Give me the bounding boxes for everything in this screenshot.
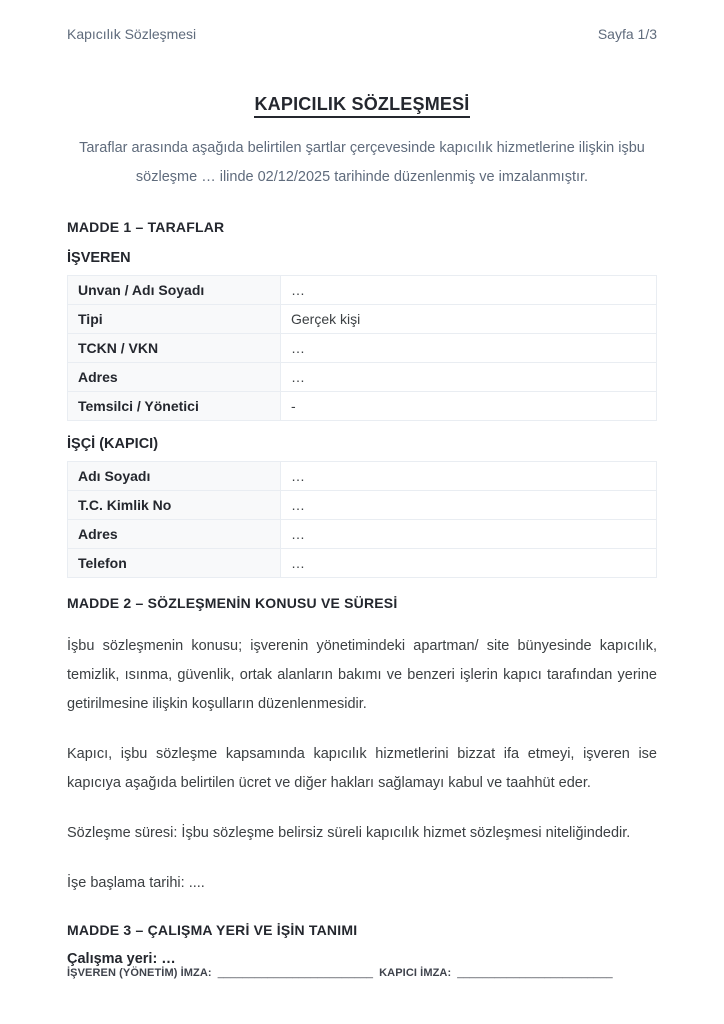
table-row <box>68 462 657 491</box>
field-value-cell: … <box>281 276 657 305</box>
field-value-cell: … <box>281 462 657 491</box>
field-value-cell: - <box>281 392 657 421</box>
subheading-worker: İŞÇİ (KAPICI) <box>67 436 159 452</box>
field-label-cell: TCKN / VKN <box>68 334 281 363</box>
field-label-cell: Adres <box>68 363 281 392</box>
section-heading-madde3: MADDE 3 – ÇALIŞMA YERİ VE İŞİN TANIMI <box>67 922 358 938</box>
workplace-text: Çalışma yeri: … <box>67 951 176 967</box>
field-label-cell: Unvan / Adı Soyadı <box>68 276 281 305</box>
field-value-cell: … <box>281 491 657 520</box>
running-header <box>67 26 657 42</box>
page-number: Sayfa 1/3 <box>597 26 657 42</box>
table-row <box>68 392 657 421</box>
field-label-cell: Temsilci / Yönetici <box>68 392 281 421</box>
table-row <box>68 549 657 578</box>
field-label-cell: T.C. Kimlik No <box>68 491 281 520</box>
subheading-employer: İŞVEREN <box>67 250 131 266</box>
table-row <box>68 276 657 305</box>
field-value-cell: … <box>281 520 657 549</box>
employer-table <box>67 275 657 421</box>
employer-signature-label: İŞVEREN (YÖNETİM) İMZA: <box>67 967 212 979</box>
field-label-cell: Adres <box>68 520 281 549</box>
worker-signature-label: KAPICI İMZA: <box>379 967 452 979</box>
field-value-cell: … <box>281 363 657 392</box>
start-date-text: İşe başlama tarihi: .... <box>67 875 205 891</box>
section-heading-madde1: MADDE 1 – TARAFLAR <box>67 219 225 235</box>
body-paragraph: İşbu sözleşmenin konusu; işverenin yönetimindeki apartman/ site bünyesinde kapıcılık, temizlik, ısınma, güvenlik, ortak alanların bakımı ve benzeri işlerin kapıcı tarafından yerine getirilmesine ilişkin koşulların düzenlenmesidir. <box>67 638 657 712</box>
table-row <box>68 520 657 549</box>
field-label-cell: Telefon <box>68 549 281 578</box>
field-value-cell: … <box>281 334 657 363</box>
contract-duration-text: Sözleşme süresi: İşbu sözleşme belirsiz süreli kapıcılık hizmet sözleşmesi niteliğindedir. <box>67 825 631 841</box>
table-row <box>68 334 657 363</box>
signature-footer <box>67 966 613 980</box>
employer-signature-line: _________________________ <box>217 967 374 979</box>
intro-paragraph: Taraflar arasında aşağıda belirtilen şartlar çerçevesinde kapıcılık hizmetlerine ilişkin işbu sözleşme … ilinde 02/12/2025 tarihinde düzenlenmiş ve imzalanmıştır. <box>79 140 645 185</box>
table-row <box>68 305 657 334</box>
field-value-cell: Gerçek kişi <box>281 305 657 334</box>
table-row <box>68 491 657 520</box>
field-label-cell: Tipi <box>68 305 281 334</box>
body-paragraph: Kapıcı, işbu sözleşme kapsamında kapıcılık hizmetlerini bizzat ifa etmeyi, işveren ise kapıcıya aşağıda belirtilen ücret ve diğer hakları sağlamayı kabul ve taahhüt eder. <box>67 746 657 791</box>
section-heading-madde2: MADDE 2 – SÖZLEŞMENİN KONUSU VE SÜRESİ <box>67 595 398 611</box>
worker-signature-line: _________________________ <box>457 967 613 979</box>
field-label-cell: Adı Soyadı <box>68 462 281 491</box>
field-value-cell: … <box>281 549 657 578</box>
worker-table <box>67 461 657 578</box>
document-title: KAPICILIK SÖZLEŞMESİ <box>67 94 657 118</box>
running-header-title: Kapıcılık Sözleşmesi <box>67 26 197 42</box>
table-row <box>68 363 657 392</box>
